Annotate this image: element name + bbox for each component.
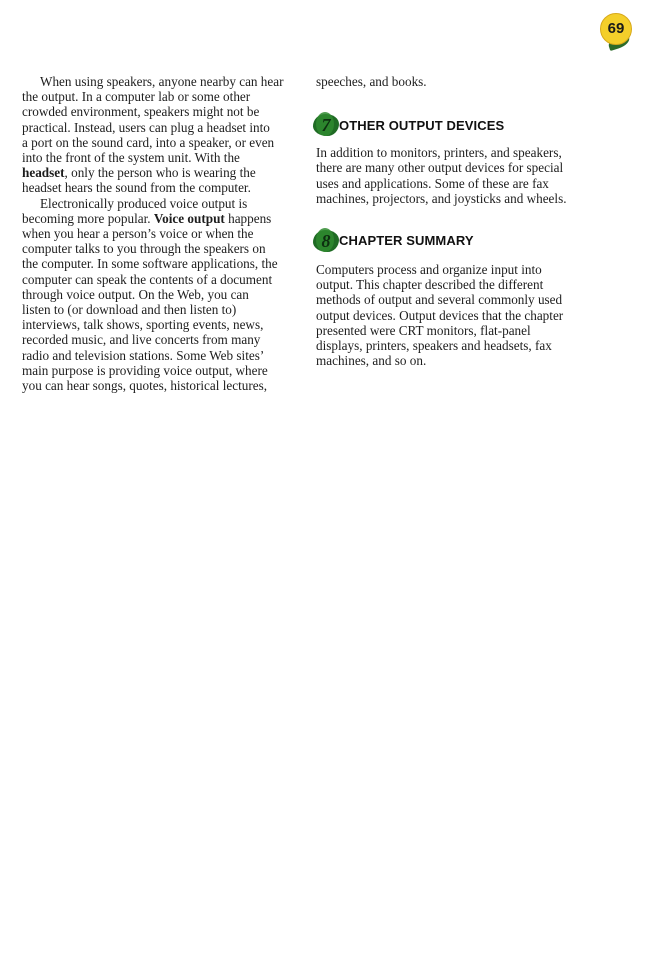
section-paragraph (316, 145, 578, 206)
text-line: you can hear songs, quotes, historical lectures, (22, 378, 267, 394)
text-line: machines, and so on. (316, 353, 427, 369)
paragraph-headset (22, 74, 298, 196)
text-line: computer talks to you through the speakers on (22, 241, 266, 257)
bold-term-headset: headset (22, 165, 65, 181)
text-line: computer can speak the contents of a document (22, 271, 273, 287)
section-number: 8 (321, 231, 331, 252)
section-body (316, 145, 578, 206)
page-number: 69 (600, 13, 632, 45)
text-line: uses and applications. Some of these are fax (316, 175, 549, 191)
section-title: CHAPTER SUMMARY (339, 233, 474, 249)
text-line: the computer. In some software applications, the (22, 256, 278, 272)
text-line: radio and television stations. Some Web sites’ (22, 347, 265, 363)
text-line: In addition to monitors, printers, and speakers, (316, 145, 562, 161)
text-line: into the front of the system unit. With the (22, 150, 240, 166)
text-line: displays, printers, speakers and headsets, fax (316, 338, 552, 354)
section-title: OTHER OUTPUT DEVICES (339, 117, 505, 133)
right-column (316, 74, 578, 368)
text-line: Computers process and organize input into (316, 262, 542, 278)
section-heading (313, 114, 578, 136)
text-line: interviews, talk shows, sporting events, news, (22, 317, 264, 333)
section-other-output-devices (316, 114, 578, 206)
bold-term-voice-output: Voice output (153, 210, 225, 226)
text-line: when you hear a person’s voice or when the (22, 226, 254, 242)
section-body (316, 262, 578, 368)
continuation-text: speeches, and books. (316, 74, 427, 89)
text-line: main purpose is providing voice output, where (22, 362, 268, 378)
text-line: there are many other output devices for special (316, 160, 564, 176)
section-number-badge (313, 230, 339, 252)
section-chapter-summary (316, 230, 578, 368)
text-line: through voice output. On the Web, you can (22, 286, 249, 302)
paragraph-voice-output (22, 195, 298, 394)
text-line: crowded environment, speakers might not be (22, 104, 260, 120)
text-line: headset, only the person who is wearing the (22, 165, 256, 181)
section-number-badge (313, 114, 339, 136)
text-line: When using speakers, anyone nearby can hear (40, 74, 284, 89)
text-line: output devices. Output devices that the chapter (316, 307, 564, 323)
text-line: headset hears the sound from the computer. (22, 180, 251, 196)
section-number: 7 (321, 115, 331, 136)
text-line: machines, projectors, and joysticks and wheels. (316, 190, 567, 206)
text-line: output. This chapter described the different (316, 277, 544, 293)
text-line: Electronically produced voice output is (40, 195, 248, 211)
text-line: practical. Instead, users can plug a headset into (22, 119, 270, 135)
text-line: a port on the sound card, into a speaker, or even (22, 134, 275, 150)
section-paragraph (316, 262, 578, 368)
text-line: recorded music, and live concerts from many (22, 332, 261, 348)
page-number-badge (598, 12, 634, 50)
left-column (22, 74, 298, 394)
text-line: methods of output and several commonly used (316, 292, 563, 308)
text-line: becoming more popular. Voice output happens (22, 210, 272, 226)
text-line: the output. In a computer lab or some other (22, 89, 251, 105)
section-heading (313, 230, 578, 252)
text-line: presented were CRT monitors, flat-panel (316, 322, 531, 338)
text-line: listen to (or download and then listen to) (22, 302, 237, 318)
